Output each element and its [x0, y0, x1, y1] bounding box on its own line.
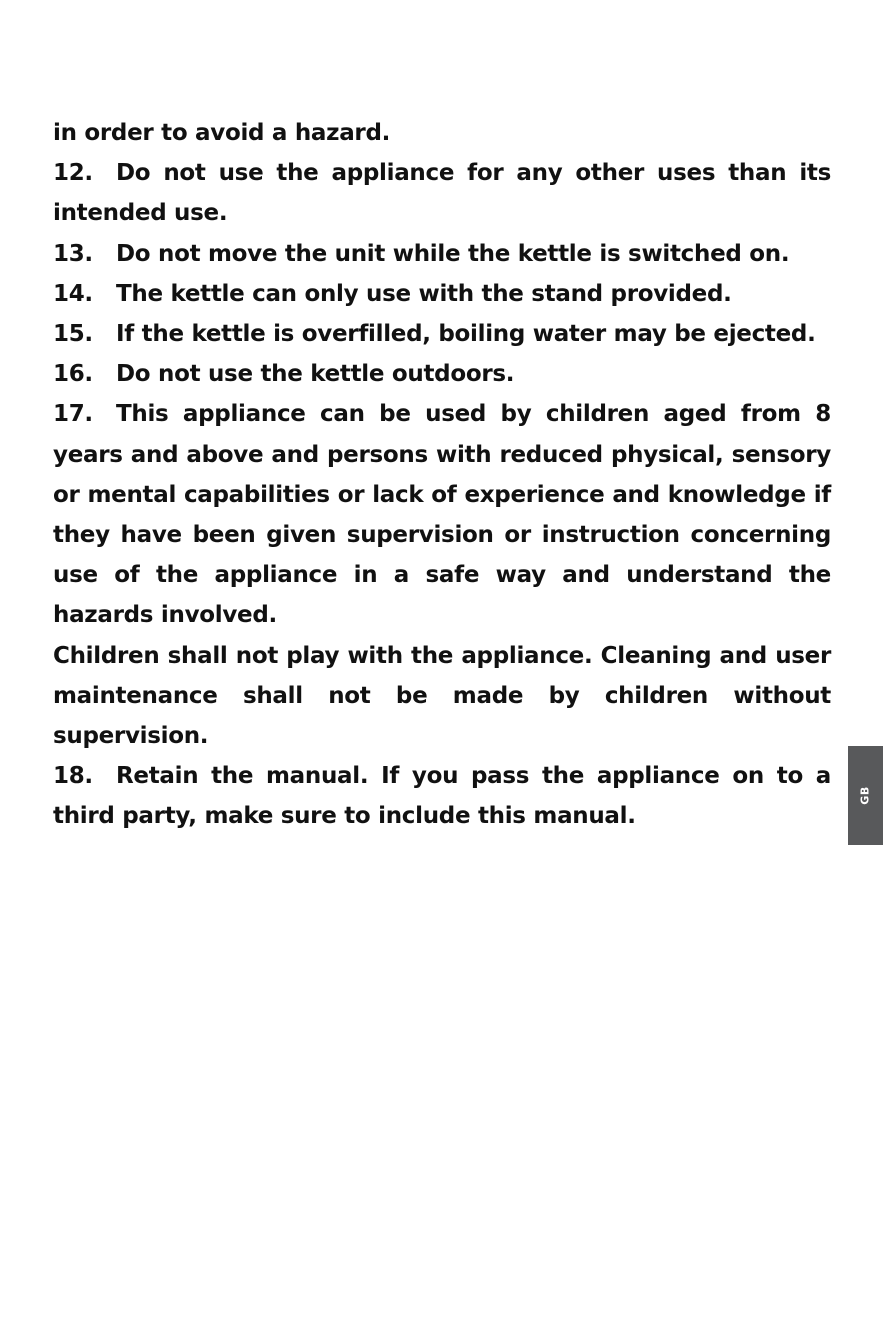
item-text: Do not move the unit while the kettle is switched on.	[116, 240, 790, 267]
list-item-13	[53, 234, 831, 274]
manual-text-body	[53, 113, 831, 837]
list-item-17	[53, 394, 831, 635]
item-number: 16.	[53, 361, 93, 388]
item-text: The kettle can only use with the stand provided.	[116, 280, 732, 307]
list-item-18	[53, 756, 831, 836]
item-number: 15.	[53, 321, 93, 348]
item-number: 12.	[53, 160, 93, 187]
item-text: Do not use the kettle outdoors.	[116, 361, 515, 388]
item-text: Retain the manual. If you pass the appliance on to a third party, make sure to include this manual.	[53, 763, 831, 830]
list-item-15	[53, 314, 831, 354]
item-text: This appliance can be used by children aged from 8 years and above and persons with reduced physical, sensory or mental capabilities or lack of experience and knowledge if they have been given supervision or instruction concerning use of the appliance in a safe way and understand the hazards involved.	[53, 401, 831, 629]
item-number: 17.	[53, 401, 93, 428]
language-tab	[848, 746, 883, 845]
item-number: 18.	[53, 763, 93, 790]
item-text: Do not use the appliance for any other uses than its intended use.	[53, 160, 831, 227]
list-item-16	[53, 354, 831, 394]
list-item-12	[53, 153, 831, 233]
intro-line: in order to avoid a hazard.	[53, 120, 391, 146]
item-text: If the kettle is overfilled, boiling water may be ejected.	[116, 321, 816, 348]
item-number: 14.	[53, 280, 93, 307]
language-tab-label: GB	[858, 786, 872, 805]
list-item-14	[53, 274, 831, 314]
item-number: 13.	[53, 240, 93, 267]
children-note: Children shall not play with the appliance. Cleaning and user maintenance shall not be made by children without supervision.	[53, 642, 831, 750]
